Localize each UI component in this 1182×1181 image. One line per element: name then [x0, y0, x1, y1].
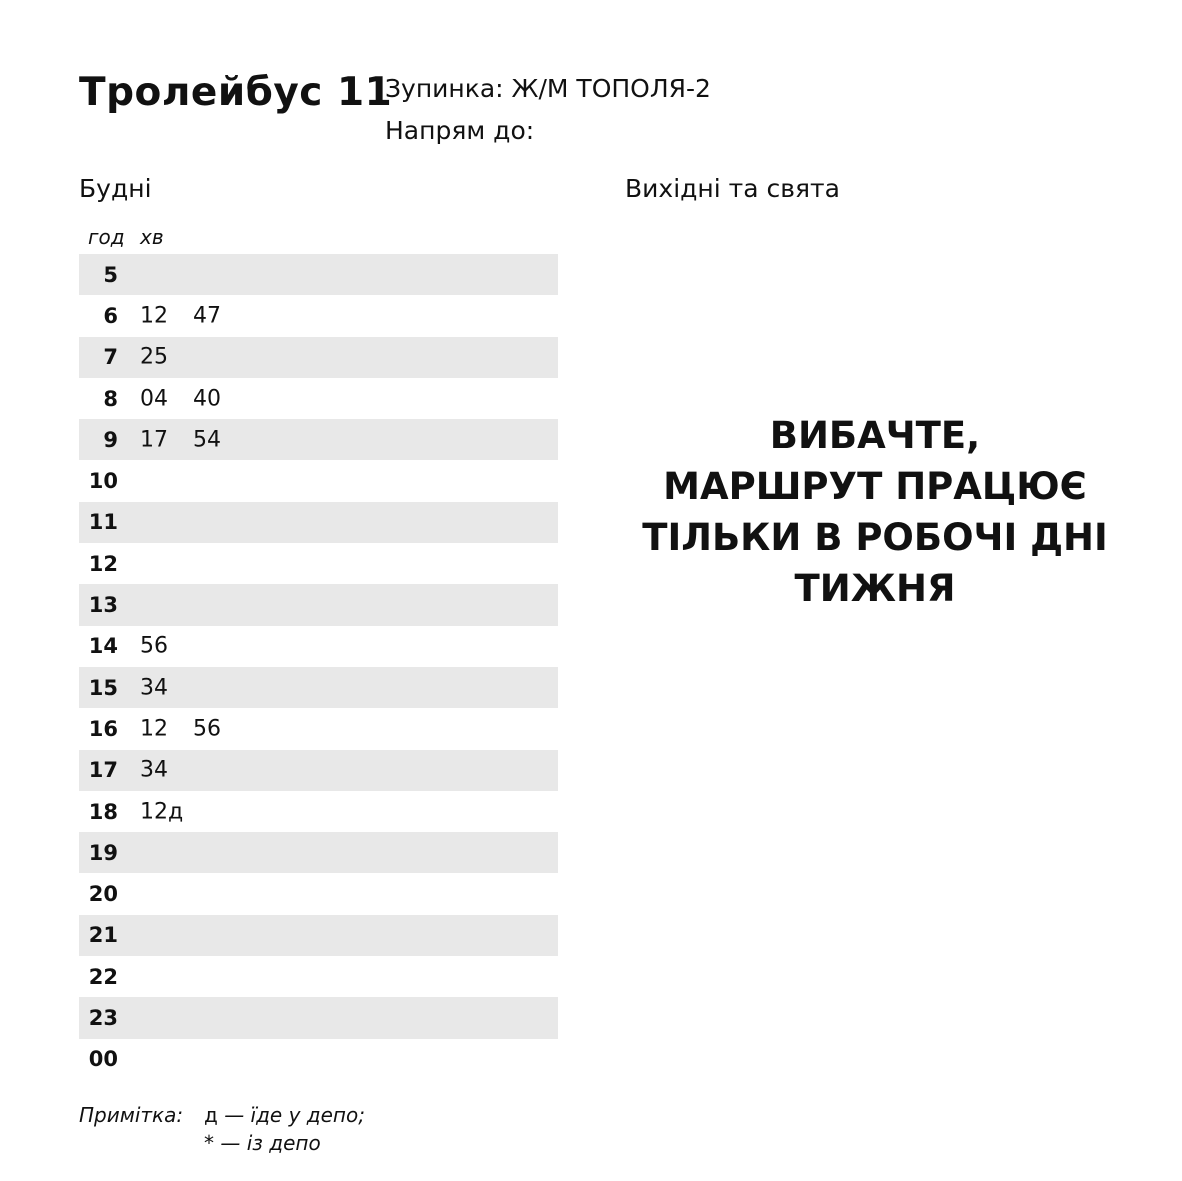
minute-value: 40: [193, 386, 221, 412]
timetable-row: [79, 750, 558, 791]
note-depot-from-text: — із депо: [220, 1131, 321, 1155]
timetable-row: [79, 419, 558, 460]
timetable-row: [79, 791, 558, 832]
notice-line: МАРШРУТ ПРАЦЮЄ: [663, 465, 1087, 508]
hour-cell: 18: [88, 799, 118, 824]
minutes-cell: [140, 799, 193, 824]
minute-value: 56: [193, 716, 221, 742]
hour-cell: 15: [88, 675, 118, 700]
hour-cell: 11: [88, 510, 118, 535]
weekday-timetable: [79, 254, 558, 1080]
route-title: Тролейбус 11: [79, 70, 393, 115]
timetable-row: [79, 1039, 558, 1080]
hour-cell: 22: [88, 964, 118, 989]
minutes-cell: [140, 303, 246, 328]
minutes-cell: [140, 716, 246, 741]
minute-value: 12: [140, 303, 168, 329]
hour-cell: 19: [88, 840, 118, 865]
minutes-cell: [140, 675, 193, 700]
timetable-row: [79, 708, 558, 749]
notice-line: ТІЛЬКИ В РОБОЧІ ДНІ: [642, 516, 1108, 559]
minute-value: 56: [140, 633, 168, 659]
note-depot-to-text: — їде у депо;: [224, 1103, 365, 1127]
hour-cell: 6: [103, 303, 118, 328]
note-depot-from-symbol: *: [204, 1131, 214, 1155]
notice-line: ТИЖНЯ: [794, 567, 956, 610]
minute-value: 34: [140, 757, 168, 783]
hour-cell: 9: [103, 427, 118, 452]
timetable-row: [79, 502, 558, 543]
timetable-row: [79, 873, 558, 914]
timetable-row: [79, 997, 558, 1038]
timetable-row: [79, 584, 558, 625]
stop-name: Зупинка: Ж/М ТОПОЛЯ-2: [385, 74, 711, 103]
weekends-heading: Вихідні та свята: [625, 174, 840, 203]
hour-cell: 5: [103, 262, 118, 287]
hour-column-header: год: [88, 225, 125, 249]
note-label: Примітка:: [79, 1103, 184, 1127]
notice-line: ВИБАЧТЕ,: [769, 414, 981, 457]
minutes-cell: [140, 345, 193, 370]
hour-cell: 17: [88, 758, 118, 783]
timetable-row: [79, 956, 558, 997]
minute-value: 34: [140, 675, 168, 701]
minutes-cell: [140, 427, 246, 452]
timetable-row: [79, 626, 558, 667]
direction-label: Напрям до:: [385, 116, 535, 145]
minute-value: 04: [140, 386, 168, 412]
minutes-cell: [140, 758, 193, 783]
timetable-row: [79, 254, 558, 295]
minutes-cell: [140, 634, 193, 659]
minute-value: 17: [140, 427, 168, 453]
timetable-row: [79, 295, 558, 336]
minute-value: 54: [193, 427, 221, 453]
minute-value: 12: [140, 716, 168, 742]
minute-value: 47: [193, 303, 221, 329]
hour-cell: 13: [88, 593, 118, 618]
hour-cell: 7: [103, 345, 118, 370]
minutes-cell: [140, 386, 246, 411]
hour-cell: 00: [88, 1047, 118, 1072]
minute-column-header: хв: [140, 225, 164, 249]
hour-cell: 10: [88, 469, 118, 494]
timetable-row: [79, 832, 558, 873]
timetable-row: [79, 915, 558, 956]
timetable-row: [79, 337, 558, 378]
hour-cell: 21: [88, 923, 118, 948]
note-depot-from: [204, 1131, 321, 1155]
timetable-row: [79, 543, 558, 584]
hour-cell: 14: [88, 634, 118, 659]
minute-value: 25: [140, 344, 168, 370]
timetable-row: [79, 460, 558, 501]
hour-cell: 12: [88, 551, 118, 576]
weekend-notice: [625, 410, 1125, 614]
timetable-row: [79, 378, 558, 419]
note-depot-to-symbol: д: [204, 1103, 218, 1127]
weekdays-heading: Будні: [79, 174, 152, 203]
hour-cell: 8: [103, 386, 118, 411]
timetable-row: [79, 667, 558, 708]
hour-cell: 20: [88, 882, 118, 907]
note-depot-to: [204, 1103, 365, 1127]
hour-cell: 23: [88, 1005, 118, 1030]
minute-value: 12д: [140, 799, 184, 824]
hour-cell: 16: [88, 716, 118, 741]
